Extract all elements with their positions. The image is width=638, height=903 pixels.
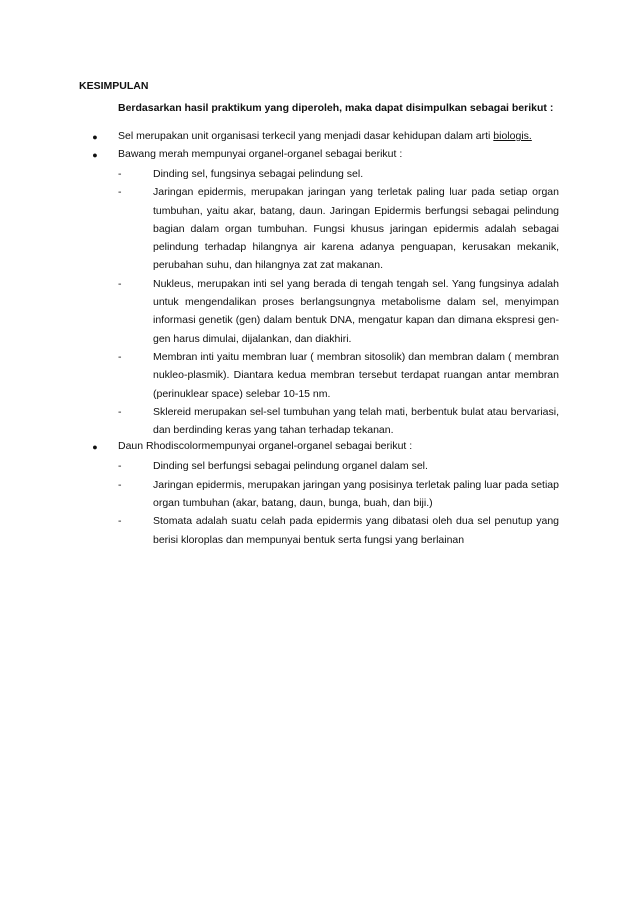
dash-item-text: Nukleus, merupakan inti sel yang berada di tengah tengah sel. Yang fungsinya adalah untuk mengendalikan proses berlangsungnya metabolisme dalam sel, menyimpan informasi genetik (gen) dalam bentuk DNA, mengatur kapan dan dimana ekspresi gen-gen harus dimulai, dijalankan, dan diakhiri.	[153, 277, 559, 345]
dash-marker: -	[118, 478, 122, 491]
dash-marker: -	[118, 350, 122, 363]
bullet-item-daun-rhodiscolor	[0, 439, 638, 457]
section-heading: KESIMPULAN	[79, 80, 149, 92]
bullet-text-main: Sel merupakan unit organisasi terkecil yang menjadi dasar kehidupan dalam arti	[118, 130, 494, 142]
bullet-text: Daun Rhodiscolormempunyai organel-organel sebagai berikut :	[118, 440, 413, 453]
bullet-item-bawang-merah	[0, 147, 638, 165]
bullet-text: Bawang merah mempunyai organel-organel sebagai berikut :	[118, 148, 403, 160]
conclusion-list	[0, 129, 638, 549]
dash-item-text: Dinding sel, fungsinya sebagai pelindung sel.	[153, 168, 364, 180]
dash-item-text: Dinding sel berfungsi sebagai pelindung organel dalam sel.	[153, 460, 428, 473]
dash-marker: -	[118, 186, 122, 199]
underlined-word: biologis.	[493, 130, 532, 142]
dash-marker: -	[118, 168, 122, 180]
dash-marker: -	[118, 277, 122, 290]
intro-sentence: Berdasarkan hasil praktikum yang diperoleh, maka dapat disimpulkan sebagai berikut :	[118, 102, 554, 114]
bullet-icon: ●	[92, 442, 98, 453]
dash-item	[0, 348, 638, 403]
dash-item-text: Jaringan epidermis, merupakan jaringan yang terletak paling luar pada setiap organ tumbuhan, yaitu akar, batang, daun. Jaringan Epidermis berfungsi sebagai pelindung bagian dalam organ tumbuhan. Fungsi khusus jaringan epidermis adalah sebagai pelindung terhadap hilangnya air karena adanya penguapan, kerusakan mekanik, perubahan suhu, dan hilangnya zat zat makanan.	[153, 186, 559, 272]
dash-item-text: Sklereid merupakan sel-sel tumbuhan yang telah mati, berbentuk bulat atau bervariasi, dan berdinding keras yang tahan terhadap tekanan.	[153, 405, 559, 437]
dash-item	[0, 183, 638, 274]
bullet-icon: ●	[92, 132, 98, 142]
dash-item-text: Stomata adalah suatu celah pada epidermis yang dibatasi oleh dua sel penutup yang berisi kloroplas dan mempunyai bentuk serta fungsi yang berlainan	[153, 515, 559, 546]
dash-item-text: Membran inti yaitu membran luar ( membran sitosolik) dan membran dalam ( membran nukleo-plasmik). Diantara kedua membran tersebut terdapat ruangan antar membran (perinuklear space) selebar 10-15 nm.	[153, 350, 559, 400]
bullet-item-sel	[0, 129, 638, 147]
dash-item	[0, 275, 638, 348]
dash-item	[0, 403, 638, 440]
dash-item	[0, 165, 638, 183]
dash-marker: -	[118, 405, 122, 418]
dash-marker: -	[118, 515, 122, 528]
dash-marker: -	[118, 460, 122, 473]
bullet-text	[118, 129, 568, 144]
bullet-icon: ●	[92, 150, 98, 160]
dash-item	[0, 476, 638, 513]
dash-item	[0, 457, 638, 475]
dash-item-text: Jaringan epidermis, merupakan jaringan yang posisinya terletak paling luar pada setiap organ tumbuhan (akar, batang, daun, bunga, buah, dan biji.)	[153, 478, 559, 510]
dash-item	[0, 512, 638, 549]
